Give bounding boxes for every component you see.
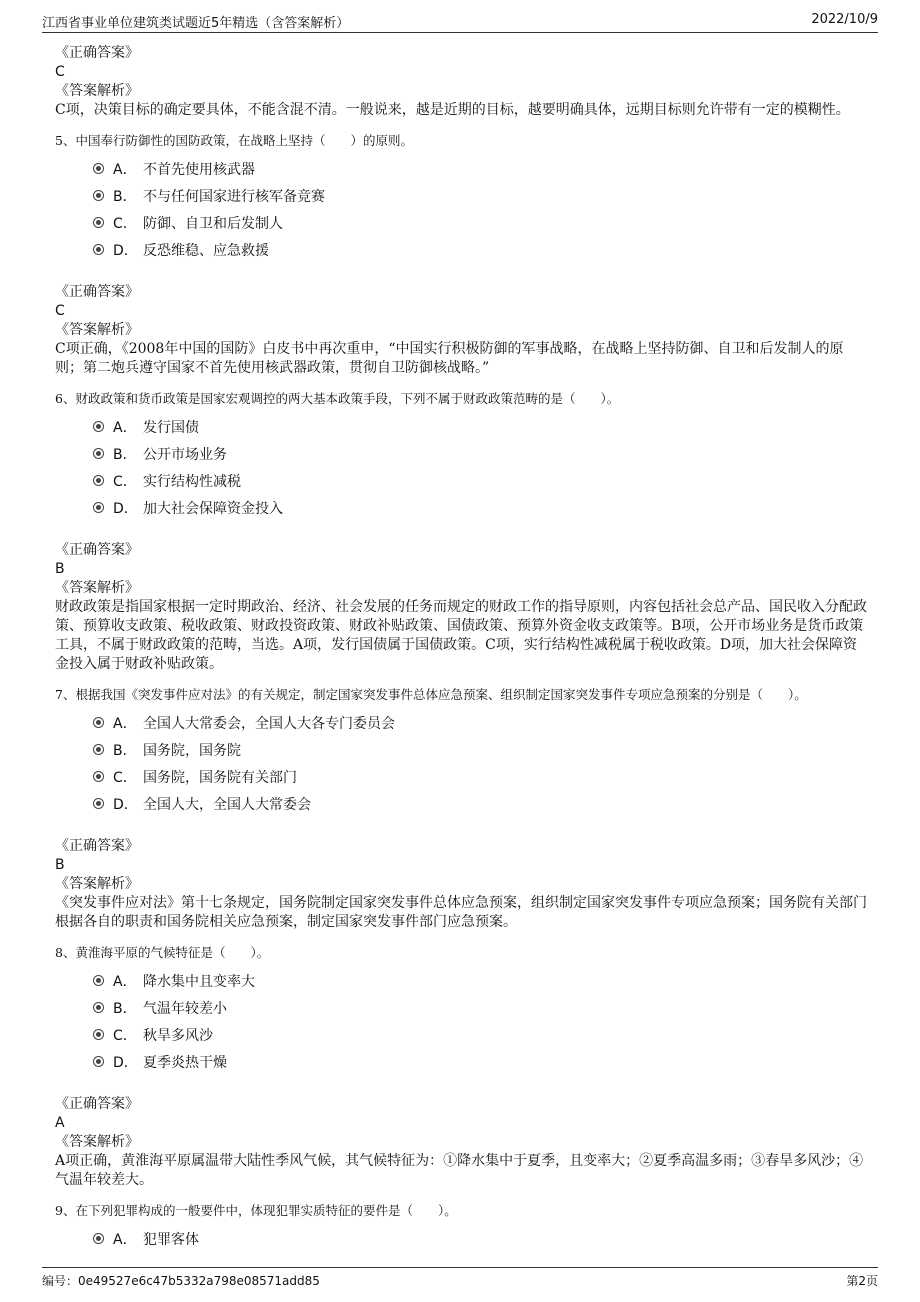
analysis-label: 《答案解析》 [55,322,139,338]
option-letter: D． [113,242,138,259]
option-item[interactable] [93,1048,868,1075]
option-item[interactable] [93,736,868,763]
option-letter: B． [113,446,137,463]
radio-icon[interactable] [93,475,104,486]
option-letter: B． [113,188,137,205]
option-item[interactable] [93,209,868,236]
option-text: 实行结构性减税 [143,473,241,490]
option-text: 全国人大，全国人大常委会 [143,796,311,813]
analysis-text: 财政政策是指国家根据一定时期政治、经济、社会发展的任务而规定的财政工作的指导原则，内容包括社会总产品、国民收入分配政策、预算收支政策、税收政策、财政投资政策、财政补贴政策、国债政策、预算外资金收支政策等。B项，公开市场业务是货币政策工具，不属于财政政策的范畴，当选。A项，发行国债属于国债政策。C项，实行结构性减税属于税收政策。D项，加大社会保障资金投入属于财政补贴政策。 [55,599,867,672]
option-text: 夏季炎热干燥 [143,1054,227,1071]
analysis-text: C项正确，《2008年中国的国防》白皮书中再次重申，“中国实行积极防御的军事战略，在战略上坚持防御、自卫和后发制人的原则；第二炮兵遵守国家不首先使用核武器政策，贯彻自卫防御核战略。” [55,341,844,376]
analysis-text: C项，决策目标的确定要具体，不能含混不清。一般说来，越是近期的目标，越要明确具体，远期目标则允许带有一定的模糊性。 [55,102,850,118]
radio-icon[interactable] [93,421,104,432]
analysis-text: 《突发事件应对法》第十七条规定，国务院制定国家突发事件总体应急预案，组织制定国家突发事件专项应急预案；国务院有关部门根据各自的职责和国务院相关应急预案，制定国家突发事件部门应急预案。 [55,895,867,930]
option-item[interactable] [93,440,868,467]
option-letter: B． [113,1000,137,1017]
option-item[interactable] [93,994,868,1021]
question-block [55,686,868,932]
question-block [55,1202,868,1252]
correct-answer: B [55,857,65,873]
question-block [55,44,868,120]
analysis-label: 《答案解析》 [55,1134,139,1150]
option-item[interactable] [93,155,868,182]
correct-answer: B [55,561,65,577]
analysis-text: A项正确，黄淮海平原属温带大陆性季风气候，其气候特征为：①降水集中于夏季，且变率大；②夏季高温多雨；③春旱多风沙；④气温年较差大。 [55,1153,864,1188]
option-text: 不首先使用核武器 [143,161,255,178]
option-text: 防御、自卫和后发制人 [143,215,283,232]
option-item[interactable] [93,1225,868,1252]
option-text: 降水集中且变率大 [143,973,255,990]
option-text: 气温年较差小 [143,1000,227,1017]
analysis-label: 《答案解析》 [55,876,139,892]
option-text: 国务院，国务院有关部门 [143,769,297,786]
option-letter: A． [113,1231,137,1248]
option-item[interactable] [93,763,868,790]
radio-icon[interactable] [93,717,104,728]
option-item[interactable] [93,709,868,736]
option-letter: B． [113,742,137,759]
analysis-label: 《答案解析》 [55,83,139,99]
option-letter: A． [113,161,137,178]
option-item[interactable] [93,182,868,209]
radio-icon[interactable] [93,798,104,809]
radio-icon[interactable] [93,502,104,513]
option-item[interactable] [93,413,868,440]
option-list [93,155,868,263]
question-text: 8、黄淮海平原的气候特征是（ ）。 [55,945,270,960]
page-footer [42,1267,878,1288]
option-text: 发行国债 [143,419,199,436]
question-block [55,132,868,378]
correct-answer-label: 《正确答案》 [55,45,139,61]
option-text: 秋旱多风沙 [143,1027,213,1044]
document-title: 江西省事业单位建筑类试题近5年精选（含答案解析） [42,16,350,31]
option-text: 国务院，国务院 [143,742,241,759]
page-number: 第2页 [846,1274,878,1288]
radio-icon[interactable] [93,163,104,174]
correct-answer: A [55,1115,65,1131]
option-letter: D． [113,796,138,813]
radio-icon[interactable] [93,1029,104,1040]
option-letter: A． [113,419,137,436]
radio-icon[interactable] [93,244,104,255]
question-block [55,390,868,674]
question-text: 5、中国奉行防御性的国防政策，在战略上坚持（ ）的原则。 [55,133,413,148]
correct-answer: C [55,64,65,80]
radio-icon[interactable] [93,744,104,755]
option-item[interactable] [93,1021,868,1048]
option-item[interactable] [93,236,868,263]
option-item[interactable] [93,467,868,494]
question-block [55,944,868,1190]
question-text: 6、财政政策和货币政策是国家宏观调控的两大基本政策手段，下列不属于财政政策范畴的是（ ）。 [55,391,620,406]
analysis-label: 《答案解析》 [55,580,139,596]
document-date: 2022/10/9 [811,12,878,27]
option-letter: A． [113,973,137,990]
option-text: 加大社会保障资金投入 [143,500,283,517]
option-item[interactable] [93,790,868,817]
option-letter: C． [113,1027,137,1044]
option-text: 不与任何国家进行核军备竞赛 [143,188,325,205]
option-letter: D． [113,500,138,517]
option-letter: A． [113,715,137,732]
option-list [93,709,868,817]
page-header [42,10,878,33]
radio-icon[interactable] [93,771,104,782]
option-item[interactable] [93,494,868,521]
option-list [93,1225,868,1252]
option-text: 公开市场业务 [143,446,227,463]
correct-answer-label: 《正确答案》 [55,284,139,300]
option-letter: D． [113,1054,138,1071]
radio-icon[interactable] [93,190,104,201]
option-list [93,413,868,521]
page-content [55,44,868,1252]
radio-icon[interactable] [93,1002,104,1013]
correct-answer-label: 《正确答案》 [55,542,139,558]
option-letter: C． [113,473,137,490]
option-list [93,967,868,1075]
option-letter: C． [113,769,137,786]
radio-icon[interactable] [93,975,104,986]
question-text: 7、根据我国《突发事件应对法》的有关规定，制定国家突发事件总体应急预案、组织制定国家突发事件专项应急预案的分别是（ ）。 [55,687,807,702]
radio-icon[interactable] [93,448,104,459]
radio-icon[interactable] [93,1233,104,1244]
option-text: 反恐维稳、应急救援 [143,242,269,259]
correct-answer: C [55,303,65,319]
radio-icon[interactable] [93,1056,104,1067]
document-code: 编号：0e49527e6c47b5332a798e08571add85 [42,1274,320,1288]
option-item[interactable] [93,967,868,994]
radio-icon[interactable] [93,217,104,228]
question-text: 9、在下列犯罪构成的一般要件中，体现犯罪实质特征的要件是（ ）。 [55,1203,457,1218]
option-text: 全国人大常委会，全国人大各专门委员会 [143,715,395,732]
option-letter: C． [113,215,137,232]
option-text: 犯罪客体 [143,1231,199,1248]
correct-answer-label: 《正确答案》 [55,838,139,854]
correct-answer-label: 《正确答案》 [55,1096,139,1112]
